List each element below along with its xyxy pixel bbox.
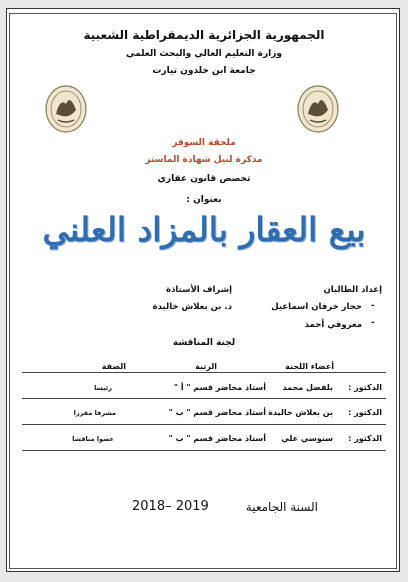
member-rank: أستاذ محاضر قسم " ب " xyxy=(168,408,266,417)
member-title: الدكتور : xyxy=(348,383,382,392)
thesis-type: مذكرة لنيل شهادة الماستر xyxy=(145,155,263,165)
member-role: رئيسا xyxy=(94,384,112,392)
supervisor-name: د. بن بعلاش خاليدة xyxy=(152,302,232,312)
member-name: بن بعلاش خاليدة xyxy=(268,408,333,417)
table-header-role: الصفة xyxy=(101,362,126,371)
table-header-rank: الرتبة xyxy=(195,362,217,371)
member-title: الدكتور : xyxy=(348,408,382,417)
supervision-label: إشراف الأستاذة xyxy=(166,285,232,295)
table-divider xyxy=(22,398,386,399)
academic-year: 2018– 2019 xyxy=(132,499,209,514)
list-bullet: - xyxy=(371,301,375,311)
table-divider xyxy=(22,424,386,425)
table-header-members: أعضاء اللجنة xyxy=(285,362,334,371)
student-name: معروفي أحمد xyxy=(304,320,362,330)
specialty: تخصص قانون عقاري xyxy=(157,174,251,184)
committee-title: لجنة المناقشة xyxy=(172,338,236,348)
member-name: بلفضل محمد xyxy=(282,383,333,392)
member-role: مشرفا مقررا xyxy=(73,409,116,417)
republic-heading: الجمهورية الجزائرية الديمقراطية الشعبية xyxy=(83,28,325,42)
member-rank: أستاذ محاضر قسم " ب " xyxy=(168,434,266,443)
annex-label: ملحقة السوقر xyxy=(172,138,236,148)
ministry-heading: وزارة التعليم العالي والبحث العلمي xyxy=(125,49,283,59)
titled-label: بعنوان : xyxy=(186,195,222,205)
table-divider xyxy=(22,372,386,373)
member-title: الدكتور : xyxy=(348,434,382,443)
member-rank: أستاذ محاضر قسم " أ " xyxy=(173,383,266,392)
university-heading: جامعة ابن خلدون تيارت xyxy=(152,66,256,76)
university-seal-icon xyxy=(44,84,88,134)
member-name: سنوسي علي xyxy=(281,434,333,443)
list-bullet: - xyxy=(371,318,375,328)
main-title: بيع العقار بالمزاد العلني xyxy=(42,210,366,249)
student-name: حجار خرفان اسماعيل xyxy=(271,302,362,312)
academic-year-label: السنة الجامعية xyxy=(245,500,318,514)
member-role: عضوا مناقشا xyxy=(72,435,114,443)
university-seal-icon xyxy=(296,84,340,134)
prepared-by-label: إعداد الطالبان xyxy=(323,285,382,295)
table-divider xyxy=(22,450,386,451)
